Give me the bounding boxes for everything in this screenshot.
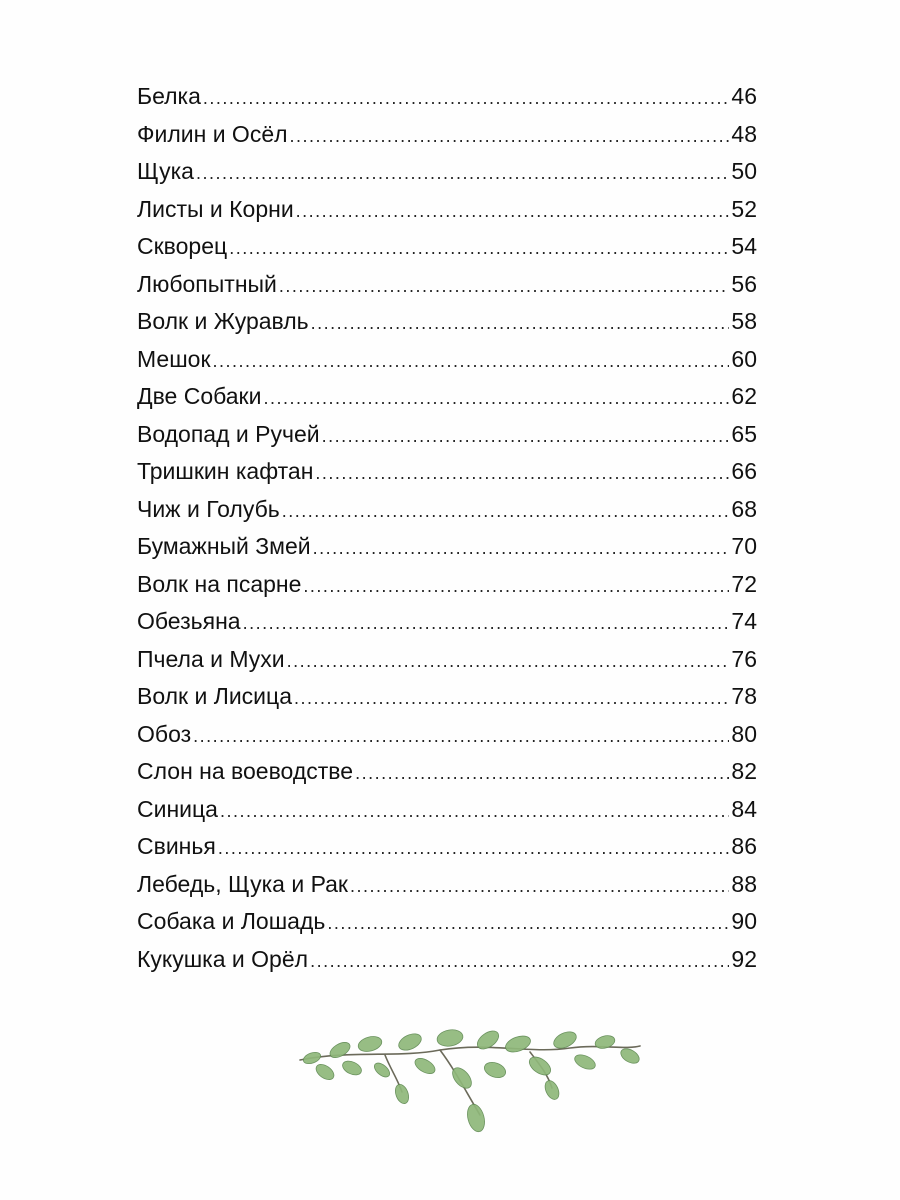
toc-entry[interactable]: [137, 416, 757, 454]
toc-title: Кукушка и Орёл: [137, 945, 309, 972]
toc-page-number: 80: [731, 720, 757, 747]
toc-entry[interactable]: [137, 266, 757, 304]
toc-title: Бумажный Змей: [137, 533, 311, 559]
toc-leader-dots: [296, 193, 730, 231]
toc-leader-dots: [311, 305, 730, 343]
toc-entry[interactable]: [137, 303, 757, 341]
toc-title: Волк и Журавль: [137, 308, 309, 334]
toc-title: Обезьяна: [137, 608, 241, 634]
toc-page-number: 76: [731, 645, 757, 672]
toc-title: Чиж и Голубь: [137, 495, 280, 522]
toc-leader-dots: [287, 643, 730, 681]
toc-leader-dots: [303, 568, 729, 606]
toc-title: Тришкин кафтан: [137, 458, 314, 484]
toc-title: Волк на псарне: [137, 570, 302, 597]
toc-title: Мешок: [137, 345, 211, 372]
toc-leader-dots: [294, 680, 729, 718]
toc-title: Собака и Лошадь: [137, 908, 326, 934]
toc-leader-dots: [282, 493, 730, 531]
toc-page-number: 60: [731, 345, 757, 372]
toc-page-number: 46: [731, 83, 757, 109]
toc-page-number: 48: [731, 120, 757, 147]
toc-title: Лебедь, Щука и Рак: [137, 870, 348, 897]
toc-entry[interactable]: [137, 753, 757, 791]
toc-entry[interactable]: [137, 116, 757, 154]
toc-entry[interactable]: [137, 678, 757, 716]
toc-page-number: 58: [731, 308, 757, 334]
toc-entry[interactable]: [137, 228, 757, 266]
toc-entry[interactable]: [137, 528, 757, 566]
toc-title: Свинья: [137, 833, 216, 859]
toc-page-number: 86: [731, 833, 757, 859]
toc-entry[interactable]: [137, 378, 757, 416]
toc-page-number: 78: [731, 683, 757, 709]
toc-entry[interactable]: [137, 191, 757, 229]
toc-entry[interactable]: [137, 791, 757, 829]
toc-entry[interactable]: [137, 341, 757, 379]
toc-page-number: 82: [731, 758, 757, 784]
toc-leader-dots: [220, 793, 729, 831]
toc-page-number: 65: [731, 420, 757, 447]
toc-leader-dots: [310, 943, 729, 981]
table-of-contents: [137, 78, 757, 978]
toc-entry[interactable]: [137, 866, 757, 904]
toc-entry[interactable]: [137, 716, 757, 754]
toc-entry[interactable]: [137, 603, 757, 641]
toc-leader-dots: [196, 155, 729, 193]
toc-leader-dots: [279, 268, 729, 306]
toc-entry[interactable]: [137, 566, 757, 604]
toc-title: Скворец: [137, 233, 228, 259]
toc-entry[interactable]: [137, 453, 757, 491]
toc-entry[interactable]: [137, 903, 757, 941]
toc-leader-dots: [243, 605, 730, 643]
toc-leader-dots: [327, 905, 729, 943]
toc-entry[interactable]: [137, 941, 757, 979]
toc-page-number: 84: [731, 795, 757, 822]
toc-page-number: 72: [731, 570, 757, 597]
toc-page-number: 92: [731, 945, 757, 972]
toc-leader-dots: [203, 80, 730, 118]
toc-leader-dots: [229, 230, 729, 268]
toc-entry[interactable]: [137, 153, 757, 191]
toc-leader-dots: [355, 755, 729, 793]
toc-title: Обоз: [137, 720, 192, 747]
toc-leader-dots: [290, 118, 730, 156]
toc-entry[interactable]: [137, 828, 757, 866]
toc-leader-dots: [213, 343, 730, 381]
toc-title: Волк и Лисица: [137, 683, 292, 709]
toc-page-number: 56: [731, 270, 757, 297]
toc-leader-dots: [322, 418, 730, 456]
toc-title: Любопытный: [137, 270, 277, 297]
toc-page-number: 88: [731, 870, 757, 897]
toc-page-number: 62: [731, 383, 757, 409]
toc-leader-dots: [315, 455, 729, 493]
toc-page-number: 74: [731, 608, 757, 634]
toc-title: Слон на воеводстве: [137, 758, 354, 784]
toc-leader-dots: [350, 868, 729, 906]
toc-page-number: 50: [731, 158, 757, 184]
toc-page-number: 70: [731, 533, 757, 559]
leafy-branch-icon: [290, 1020, 650, 1140]
toc-title: Водопад и Ручей: [137, 420, 320, 447]
toc-title: Листы и Корни: [137, 195, 294, 222]
toc-page-number: 52: [731, 195, 757, 222]
toc-leader-dots: [218, 830, 730, 868]
toc-entry[interactable]: [137, 641, 757, 679]
toc-page-number: 68: [731, 495, 757, 522]
toc-entry[interactable]: [137, 78, 757, 116]
toc-page-number: 54: [731, 233, 757, 259]
toc-leader-dots: [313, 530, 730, 568]
toc-page-number: 90: [731, 908, 757, 934]
toc-leader-dots: [193, 718, 729, 756]
toc-page-number: 66: [731, 458, 757, 484]
toc-title: Щука: [137, 158, 194, 184]
toc-leader-dots: [263, 380, 729, 418]
toc-title: Белка: [137, 83, 201, 109]
toc-title: Синица: [137, 795, 218, 822]
toc-title: Две Собаки: [137, 383, 262, 409]
toc-title: Филин и Осёл: [137, 120, 288, 147]
toc-entry[interactable]: [137, 491, 757, 529]
toc-title: Пчела и Мухи: [137, 645, 285, 672]
